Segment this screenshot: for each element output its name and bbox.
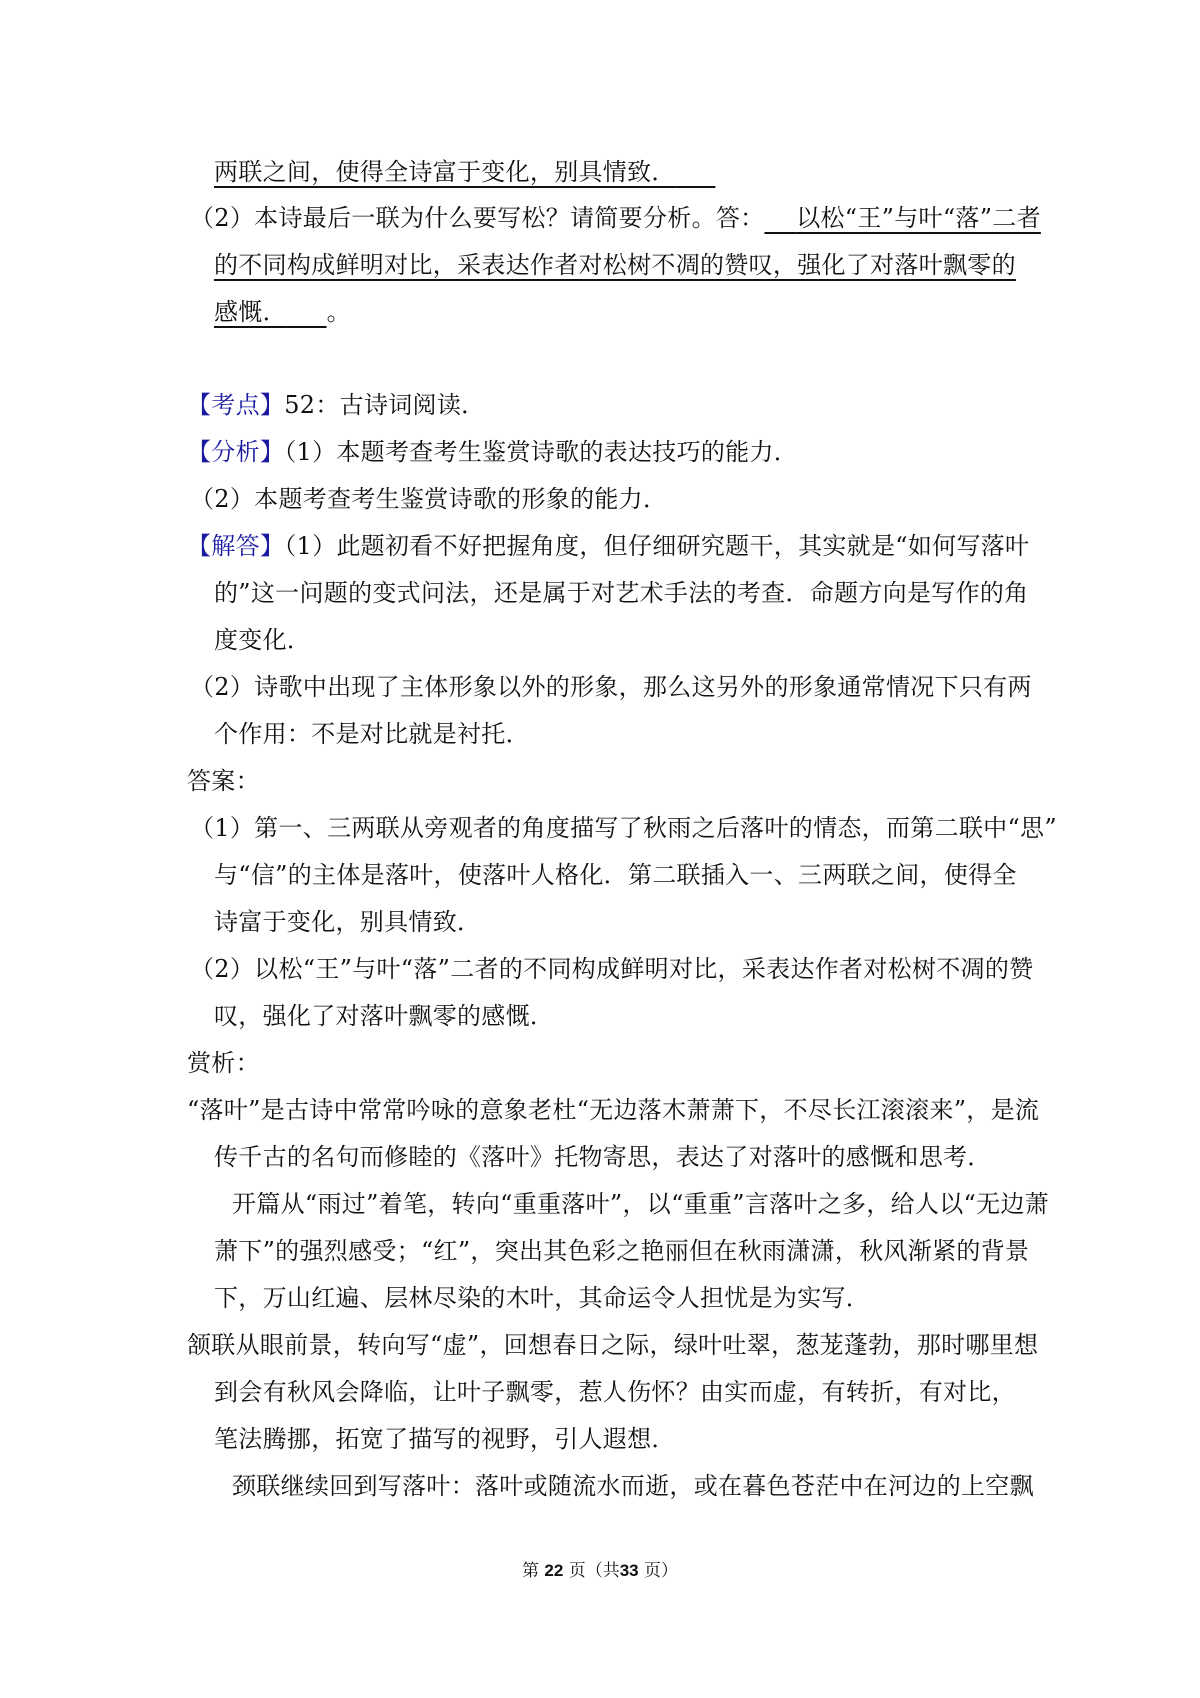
kaodian-text: 52：古诗词阅读． [284,391,486,419]
shangxi-p2-line-1: 开篇从“雨过”着笔，转向“重重落叶”，以“重重”言落叶之多，给人以“无边萧 [232,1190,1049,1218]
page-number: 22 [544,1561,564,1580]
kaodian-tag: 【考点】 [187,391,285,419]
daan-line-4: （2）以松“王”与叶“落”二者的不同构成鲜明对比，采表达作者对松树不凋的赞 [190,955,1034,983]
daan-line-5: 叹，强化了对落叶飘零的感慨． [214,1002,555,1030]
jieda-line-3: 度变化． [214,626,312,654]
prev-answer-text: 两联之间，使得全诗富于变化，别具情致． [214,158,676,186]
shangxi-p4-line-1: 颈联继续回到写落叶：落叶或随流水而逝，或在暮色苍茫中在河边的上空飘 [232,1472,1034,1500]
shangxi-p3-line-2: 到会有秋风会降临，让叶子飘零，惹人伤怀？由实而虚，有转折，有对比， [214,1378,1016,1406]
shangxi-p2-line-2: 萧下”的强烈感受；“红”，突出其色彩之艳丽但在秋雨潇潇，秋风渐紧的背景 [214,1237,1030,1265]
question-2-line-3: 感慨． 。 [214,298,351,326]
jieda-line-5: 个作用：不是对比就是衬托． [214,720,530,748]
jieda-line-1: 【解答】（1）此题初看不好把握角度，但仔细研究题干，其实就是“如何写落叶 [187,532,1030,560]
question-2-line-2: 的不同构成鲜明对比，采表达作者对松树不凋的赞叹，强化了对落叶飘零的 [214,251,1016,279]
page-footer: 第 22 页（共33 页） [521,1561,679,1581]
jieda-tag: 【解答】 [187,532,285,560]
shangxi-p3-line-1: 颔联从眼前景，转向写“虚”，回想春日之际，绿叶吐翠，葱茏蓬勃，那时哪里想 [187,1331,1039,1359]
shangxi-p1-line-2: 传千古的名句而修睦的《落叶》托物寄思，表达了对落叶的感慨和思考． [214,1143,992,1171]
prev-answer-line [214,157,715,187]
daan-line-2: 与“信”的主体是落叶，使落叶人格化．第二联插入一、三两联之间，使得全 [214,861,1017,889]
question-2-answer-3: 感慨． [214,298,287,326]
jieda-line-2: 的”这一问题的变式问法，还是属于对艺术手法的考查．命题方向是写作的角 [214,579,1029,607]
question-2-prompt: （2）本诗最后一联为什么要写松？请简要分析。答： [190,204,765,232]
fenxi-line-1: 【分析】（1）本题考查考生鉴赏诗歌的表达技巧的能力． [187,438,799,466]
shangxi-p2-line-3: 下，万山红遍、层林尽染的木叶，其命运令人担忧是为实写． [214,1284,871,1312]
daan-label: 答案： [187,767,260,795]
question-2-answer-1: 以松“王”与叶“落”二者 [796,204,1041,232]
daan-line-3: 诗富于变化，别具情致． [214,908,482,936]
kaodian-line [187,390,485,420]
shangxi-p3-line-3: 笔法腾挪，拓宽了描写的视野，引人遐想． [214,1425,676,1453]
question-2-line-1 [190,203,1041,233]
jieda-line-4: （2）诗歌中出现了主体形象以外的形象，那么这另外的形象通常情况下只有两 [190,673,1032,701]
shangxi-label: 赏析： [187,1049,260,1077]
shangxi-p1-line-1: “落叶”是古诗中常常吟咏的意象老杜“无边落木萧萧下，不尽长江滚滚来”，是流 [187,1096,1040,1124]
fenxi-line-2: （2）本题考查考生鉴赏诗歌的形象的能力． [190,485,668,513]
daan-line-1: （1）第一、三两联从旁观者的角度描写了秋雨之后落叶的情态，而第二联中“思” [190,814,1057,842]
page-total: 33 [619,1561,639,1580]
fenxi-tag: 【分析】 [187,438,285,466]
